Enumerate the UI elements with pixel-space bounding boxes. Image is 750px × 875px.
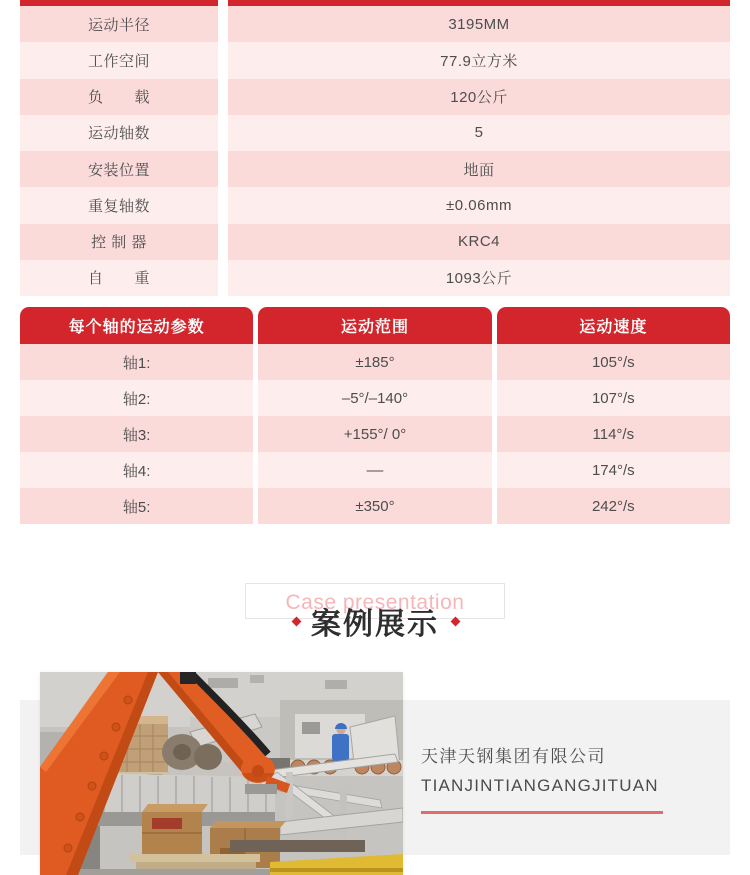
spec-label: 负 载 — [20, 79, 218, 115]
spec-label: 工作空间 — [20, 42, 218, 78]
axis-table-header: 运动速度 — [497, 307, 730, 344]
axis-table-header: 每个轴的运动参数 — [20, 307, 253, 344]
spec-label: 重复轴数 — [20, 187, 218, 223]
section-title: 案例展示 — [311, 608, 439, 641]
case-heading-en: Case presentation — [285, 591, 465, 614]
axis-range: –5°/–140° — [258, 380, 491, 416]
company-name-en: TIANJINTIANGANGJITUAN — [421, 776, 659, 795]
axis-speed: 174°/s — [497, 452, 730, 488]
spec-value: 3195MM — [228, 6, 730, 42]
spec-value: KRC4 — [228, 224, 730, 260]
axis-motion-table — [20, 307, 730, 524]
spec-label: 控 制 器 — [20, 224, 218, 260]
axis-range: ±185° — [258, 344, 491, 380]
axis-range: +155°/ 0° — [258, 416, 491, 452]
axis-name: 轴3: — [20, 416, 253, 452]
spec-value: ±0.06mm — [228, 187, 730, 223]
case-company-block — [421, 747, 663, 814]
axis-range: ±350° — [258, 488, 491, 524]
axis-name-column — [20, 307, 253, 524]
axis-range-column — [258, 307, 491, 524]
axis-speed: 107°/s — [497, 380, 730, 416]
axis-name: 轴5: — [20, 488, 253, 524]
factory-robot-illustration — [40, 672, 403, 875]
company-underline — [421, 811, 663, 814]
spec-label: 安装位置 — [20, 151, 218, 187]
spec-label-column — [20, 0, 218, 296]
axis-name: 轴2: — [20, 380, 253, 416]
case-photo[interactable] — [40, 672, 403, 875]
axis-speed-column — [497, 307, 730, 524]
spec-value: 77.9立方米 — [228, 42, 730, 78]
spec-value: 地面 — [228, 151, 730, 187]
spec-value: 1093公斤 — [228, 260, 730, 296]
axis-name: 轴4: — [20, 452, 253, 488]
spec-value: 5 — [228, 115, 730, 151]
axis-speed: 105°/s — [497, 344, 730, 380]
spec-label: 自 重 — [20, 260, 218, 296]
axis-name: 轴1: — [20, 344, 253, 380]
spec-label: 运动轴数 — [20, 115, 218, 151]
spec-value: 120公斤 — [228, 79, 730, 115]
axis-speed: 114°/s — [497, 416, 730, 452]
spec-value-column — [228, 0, 730, 296]
spec-label: 运动半径 — [20, 6, 218, 42]
company-name-zh: 天津天钢集团有限公司 — [421, 747, 606, 766]
robot-spec-table — [20, 0, 730, 296]
axis-table-header: 运动范围 — [258, 307, 491, 344]
axis-range: –– — [258, 452, 491, 488]
axis-speed: 242°/s — [497, 488, 730, 524]
